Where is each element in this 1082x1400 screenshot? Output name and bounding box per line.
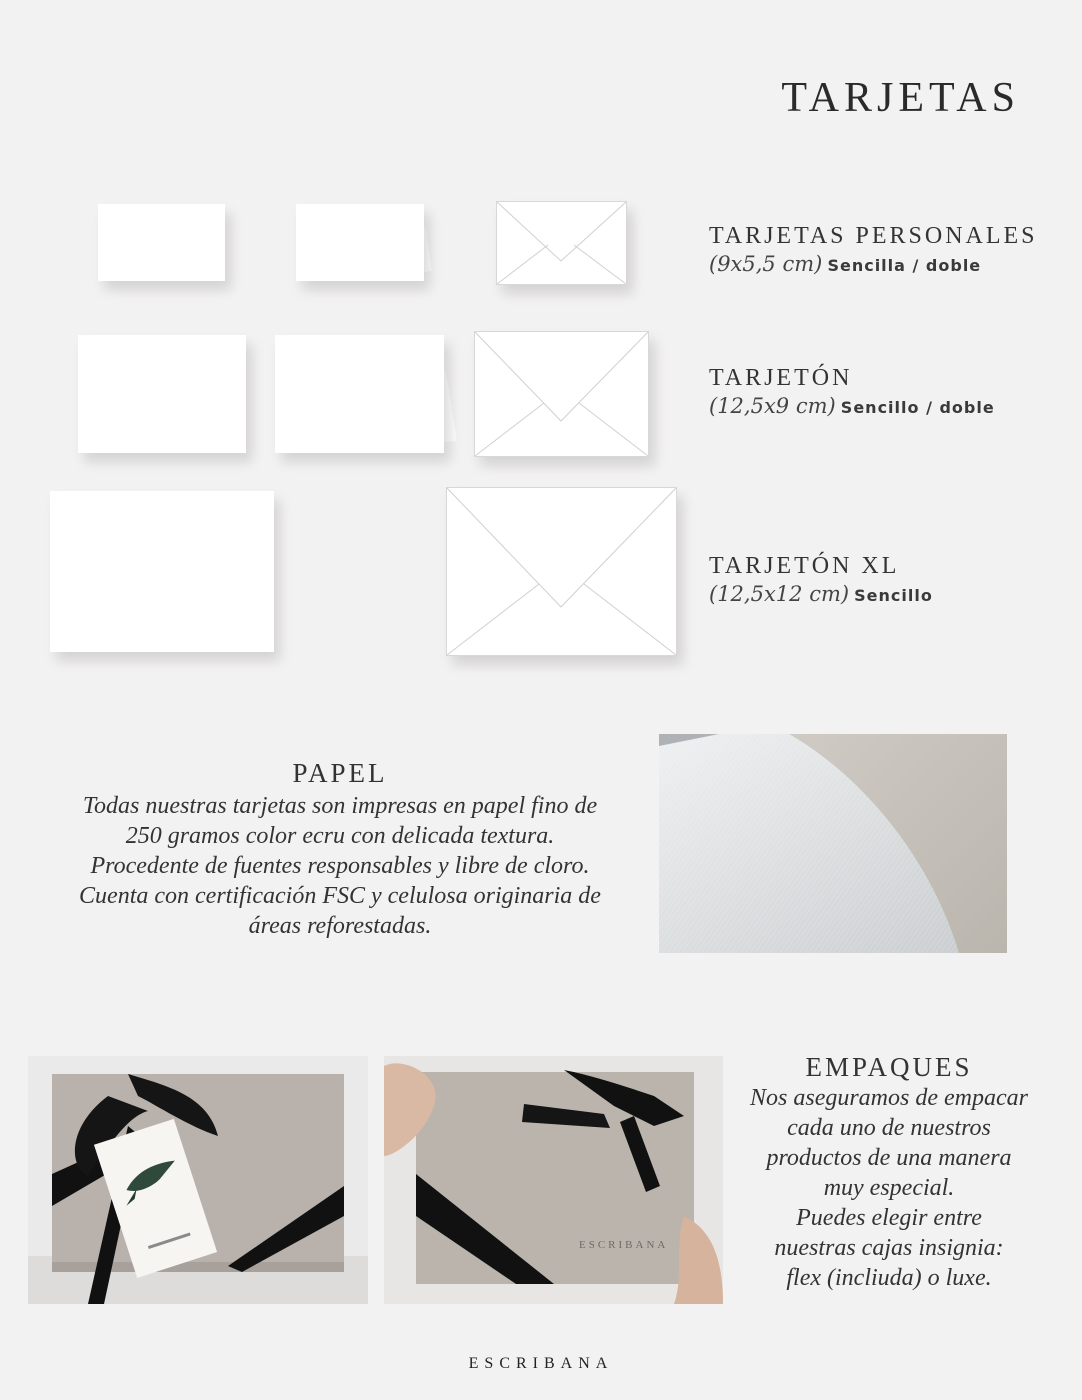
empaques-line: Puedes elegir entre xyxy=(796,1205,982,1231)
empaques-line: productos de una manera xyxy=(766,1145,1012,1171)
flat-card-large xyxy=(50,491,274,652)
product-options: Sencillo xyxy=(854,586,933,605)
product-size: (12,5x12 cm) xyxy=(709,582,850,606)
empaques-line: Nos aseguramos de empacar xyxy=(750,1085,1028,1111)
envelope-medium xyxy=(474,331,649,457)
papel-description xyxy=(60,791,620,941)
product-size: (9x5,5 cm) xyxy=(709,252,823,276)
product-name: TARJETAS PERSONALES xyxy=(709,223,1038,249)
papel-line: 250 gramos color ecru con delicada textura. xyxy=(125,823,555,849)
product-options: Sencillo / doble xyxy=(840,398,995,417)
papel-line: Todas nuestras tarjetas son impresas en papel fino de xyxy=(82,793,598,819)
packaging-photo-2 xyxy=(384,1056,723,1304)
empaques-line: cada uno de nuestros xyxy=(787,1115,991,1141)
flat-card-medium xyxy=(78,335,246,453)
product-name: TARJETÓN xyxy=(709,365,853,391)
product-size: (12,5x9 cm) xyxy=(709,394,836,418)
page-title: TARJETAS xyxy=(781,75,1020,121)
folded-card-medium xyxy=(275,335,460,455)
empaques-section xyxy=(738,1052,1040,1293)
footer-brand: ESCRIBANA xyxy=(468,1355,614,1372)
empaques-description xyxy=(738,1083,1040,1293)
box-brand-label: ESCRIBANA xyxy=(579,1239,669,1251)
product-name: TARJETÓN XL xyxy=(709,553,900,579)
papel-line: Cuenta con certificación FSC y celulosa originaria de xyxy=(79,883,601,909)
empaques-line: muy especial. xyxy=(823,1175,955,1201)
product-personales xyxy=(709,223,1038,276)
empaques-line: flex (incliuda) o luxe. xyxy=(786,1265,992,1291)
product-options: Sencilla / doble xyxy=(827,256,982,275)
product-tarjeton-xl xyxy=(709,553,933,606)
packaging-photo-1 xyxy=(28,1056,368,1304)
paper-texture-photo xyxy=(659,734,1007,953)
envelope-small xyxy=(496,201,627,285)
empaques-line: nuestras cajas insignia: xyxy=(774,1235,1004,1261)
product-tarjeton xyxy=(709,365,995,418)
papel-line: áreas reforestadas. xyxy=(248,913,432,939)
folded-card-small xyxy=(296,204,438,284)
papel-line: Procedente de fuentes responsables y libre de cloro. xyxy=(90,853,590,879)
papel-section xyxy=(60,758,620,941)
papel-title: PAPEL xyxy=(292,758,388,788)
envelope-large xyxy=(446,487,677,656)
empaques-title: EMPAQUES xyxy=(805,1052,973,1082)
flat-card-small xyxy=(98,204,225,281)
